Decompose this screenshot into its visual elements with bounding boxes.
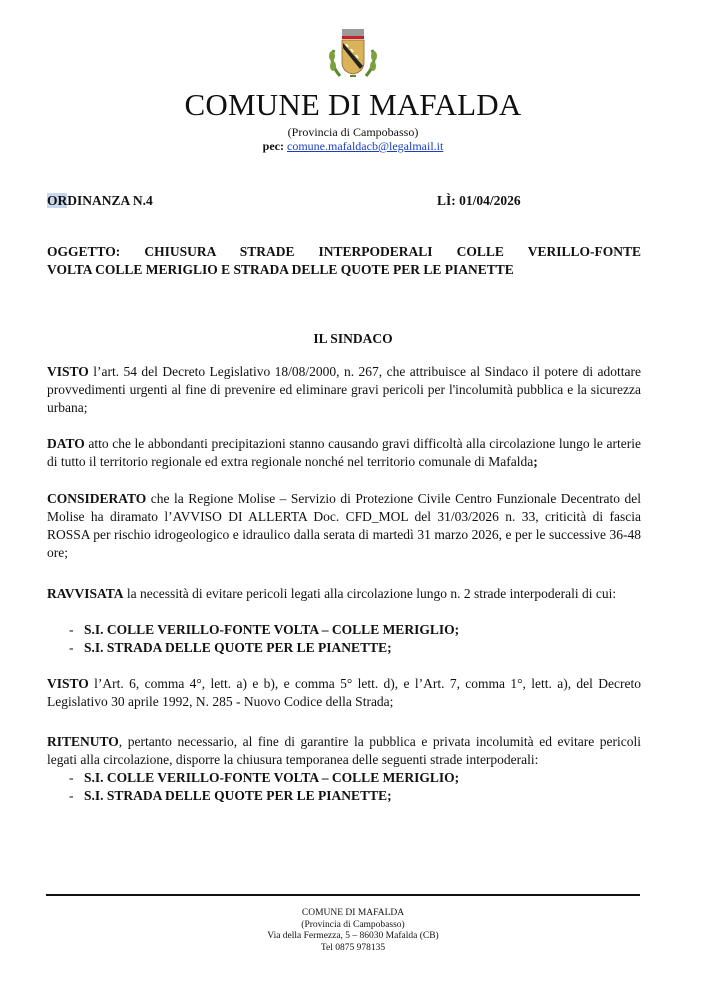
paragraph-lead: VISTO	[47, 676, 89, 691]
ordinance-date: LÌ: 01/04/2026	[437, 193, 521, 208]
roads-list-1	[47, 621, 641, 657]
paragraph-ritenuto	[47, 733, 641, 769]
list-item	[47, 769, 641, 787]
paragraph-dato	[47, 435, 641, 471]
footer-address: Via della Fermezza, 5 – 86030 Mafalda (CB)	[267, 931, 439, 941]
list-item-text: S.I. COLLE VERILLO-FONTE VOLTA – COLLE MERIGLIO;	[84, 770, 460, 785]
paragraph-text: , pertanto necessario, al fine di garantire la pubblica e privata incolumità ed evitare pericoli legati alla circolazione, disporre la chiusura temporanea delle seguenti strade interpoderali:	[47, 734, 641, 767]
pec-email-link[interactable]: comune.mafaldacb@legalmail.it	[287, 139, 444, 153]
paragraph-lead: CONSIDERATO	[47, 491, 147, 506]
paragraph-lead: DATO	[47, 436, 85, 451]
paragraph-text: l’Art. 6, comma 4°, lett. a) e b), e comma 5° lett. d), e l’Art. 7, comma 1°, lett. a), del Decreto Legislativo 30 aprile 1992, N. 285 - Nuovo Codice della Strada;	[47, 676, 641, 709]
footer-province: (Provincia di Campobasso)	[301, 919, 405, 930]
paragraph-text: che la Regione Molise – Servizio di Protezione Civile Centro Funzionale Decentrato del Molise ha diramato l’AVVISO DI ALLERTA Doc. CFD_MOL del 31/03/2026 n. 33, criticità di fascia ROSSA per rischio idrogeologico e idraulico dalla serata di martedì 31 marzo 2026, e per le successive 36-48 ore;	[47, 491, 641, 560]
list-item-text: S.I. STRADA DELLE QUOTE PER LE PIANETTE;	[84, 640, 392, 655]
section-heading: IL SINDACO	[313, 331, 393, 346]
footer-phone: Tel 0875 978135	[320, 942, 386, 953]
list-item-text: S.I. COLLE VERILLO-FONTE VOLTA – COLLE MERIGLIO;	[84, 622, 460, 637]
paragraph-considerato	[47, 490, 641, 562]
list-dash: -	[69, 622, 74, 637]
paragraph-text: atto che le abbondanti precipitazioni stanno causando gravi difficoltà alla circolazione lungo le arterie di tutto il territorio regionale ed extra regionale nonché nel territorio comunale di Mafalda	[47, 436, 641, 469]
ordinance-number-text: DINANZA N.4	[67, 193, 153, 208]
paragraph-lead: VISTO	[47, 364, 89, 379]
subject-line-1: OGGETTO: CHIUSURA STRADE INTERPODERALI COLLE VERILLO-FONTE	[47, 244, 641, 259]
list-item	[47, 621, 641, 639]
paragraph-lead: RAVVISATA	[47, 586, 124, 601]
footer-name: COMUNE DI MAFALDA	[301, 908, 405, 918]
paragraph-visto-2	[47, 675, 641, 711]
paragraph-visto-1	[47, 363, 641, 417]
ordinance-number	[47, 193, 153, 209]
pec-label: pec:	[262, 139, 284, 153]
footer	[0, 908, 706, 954]
subject-line-2: VOLTA COLLE MERIGLIO E STRADA DELLE QUOTE PER LE PIANETTE	[47, 262, 514, 277]
province-subtitle: (Provincia di Campobasso)	[287, 125, 419, 139]
paragraph-text: la necessità di evitare pericoli legati alla circolazione lungo n. 2 strade interpoderali di cui:	[123, 586, 617, 601]
paragraph-tail: ;	[533, 454, 538, 469]
list-dash: -	[69, 770, 74, 785]
paragraph-lead: RITENUTO	[47, 734, 119, 749]
subject	[47, 243, 641, 279]
paragraph-text: l’art. 54 del Decreto Legislativo 18/08/2000, n. 267, che attribuisce al Sindaco il potere di adottare provvedimenti urgenti al fine di prevenire ed eliminare gravi pericoli per l'incolumità pubblica e la sicurezza urbana;	[47, 364, 641, 415]
pec-line	[0, 139, 706, 153]
footer-divider	[46, 894, 640, 896]
list-dash: -	[69, 788, 74, 803]
text-selection-highlight[interactable]: OR	[47, 193, 68, 208]
list-item	[47, 639, 641, 657]
list-item-text: S.I. STRADA DELLE QUOTE PER LE PIANETTE;	[84, 788, 392, 803]
roads-list-2	[47, 769, 641, 805]
list-item	[47, 787, 641, 805]
coat-of-arms-icon	[318, 26, 388, 82]
list-dash: -	[69, 640, 74, 655]
paragraph-ravvisata	[47, 585, 641, 603]
municipality-title: COMUNE DI MAFALDA	[184, 87, 522, 122]
